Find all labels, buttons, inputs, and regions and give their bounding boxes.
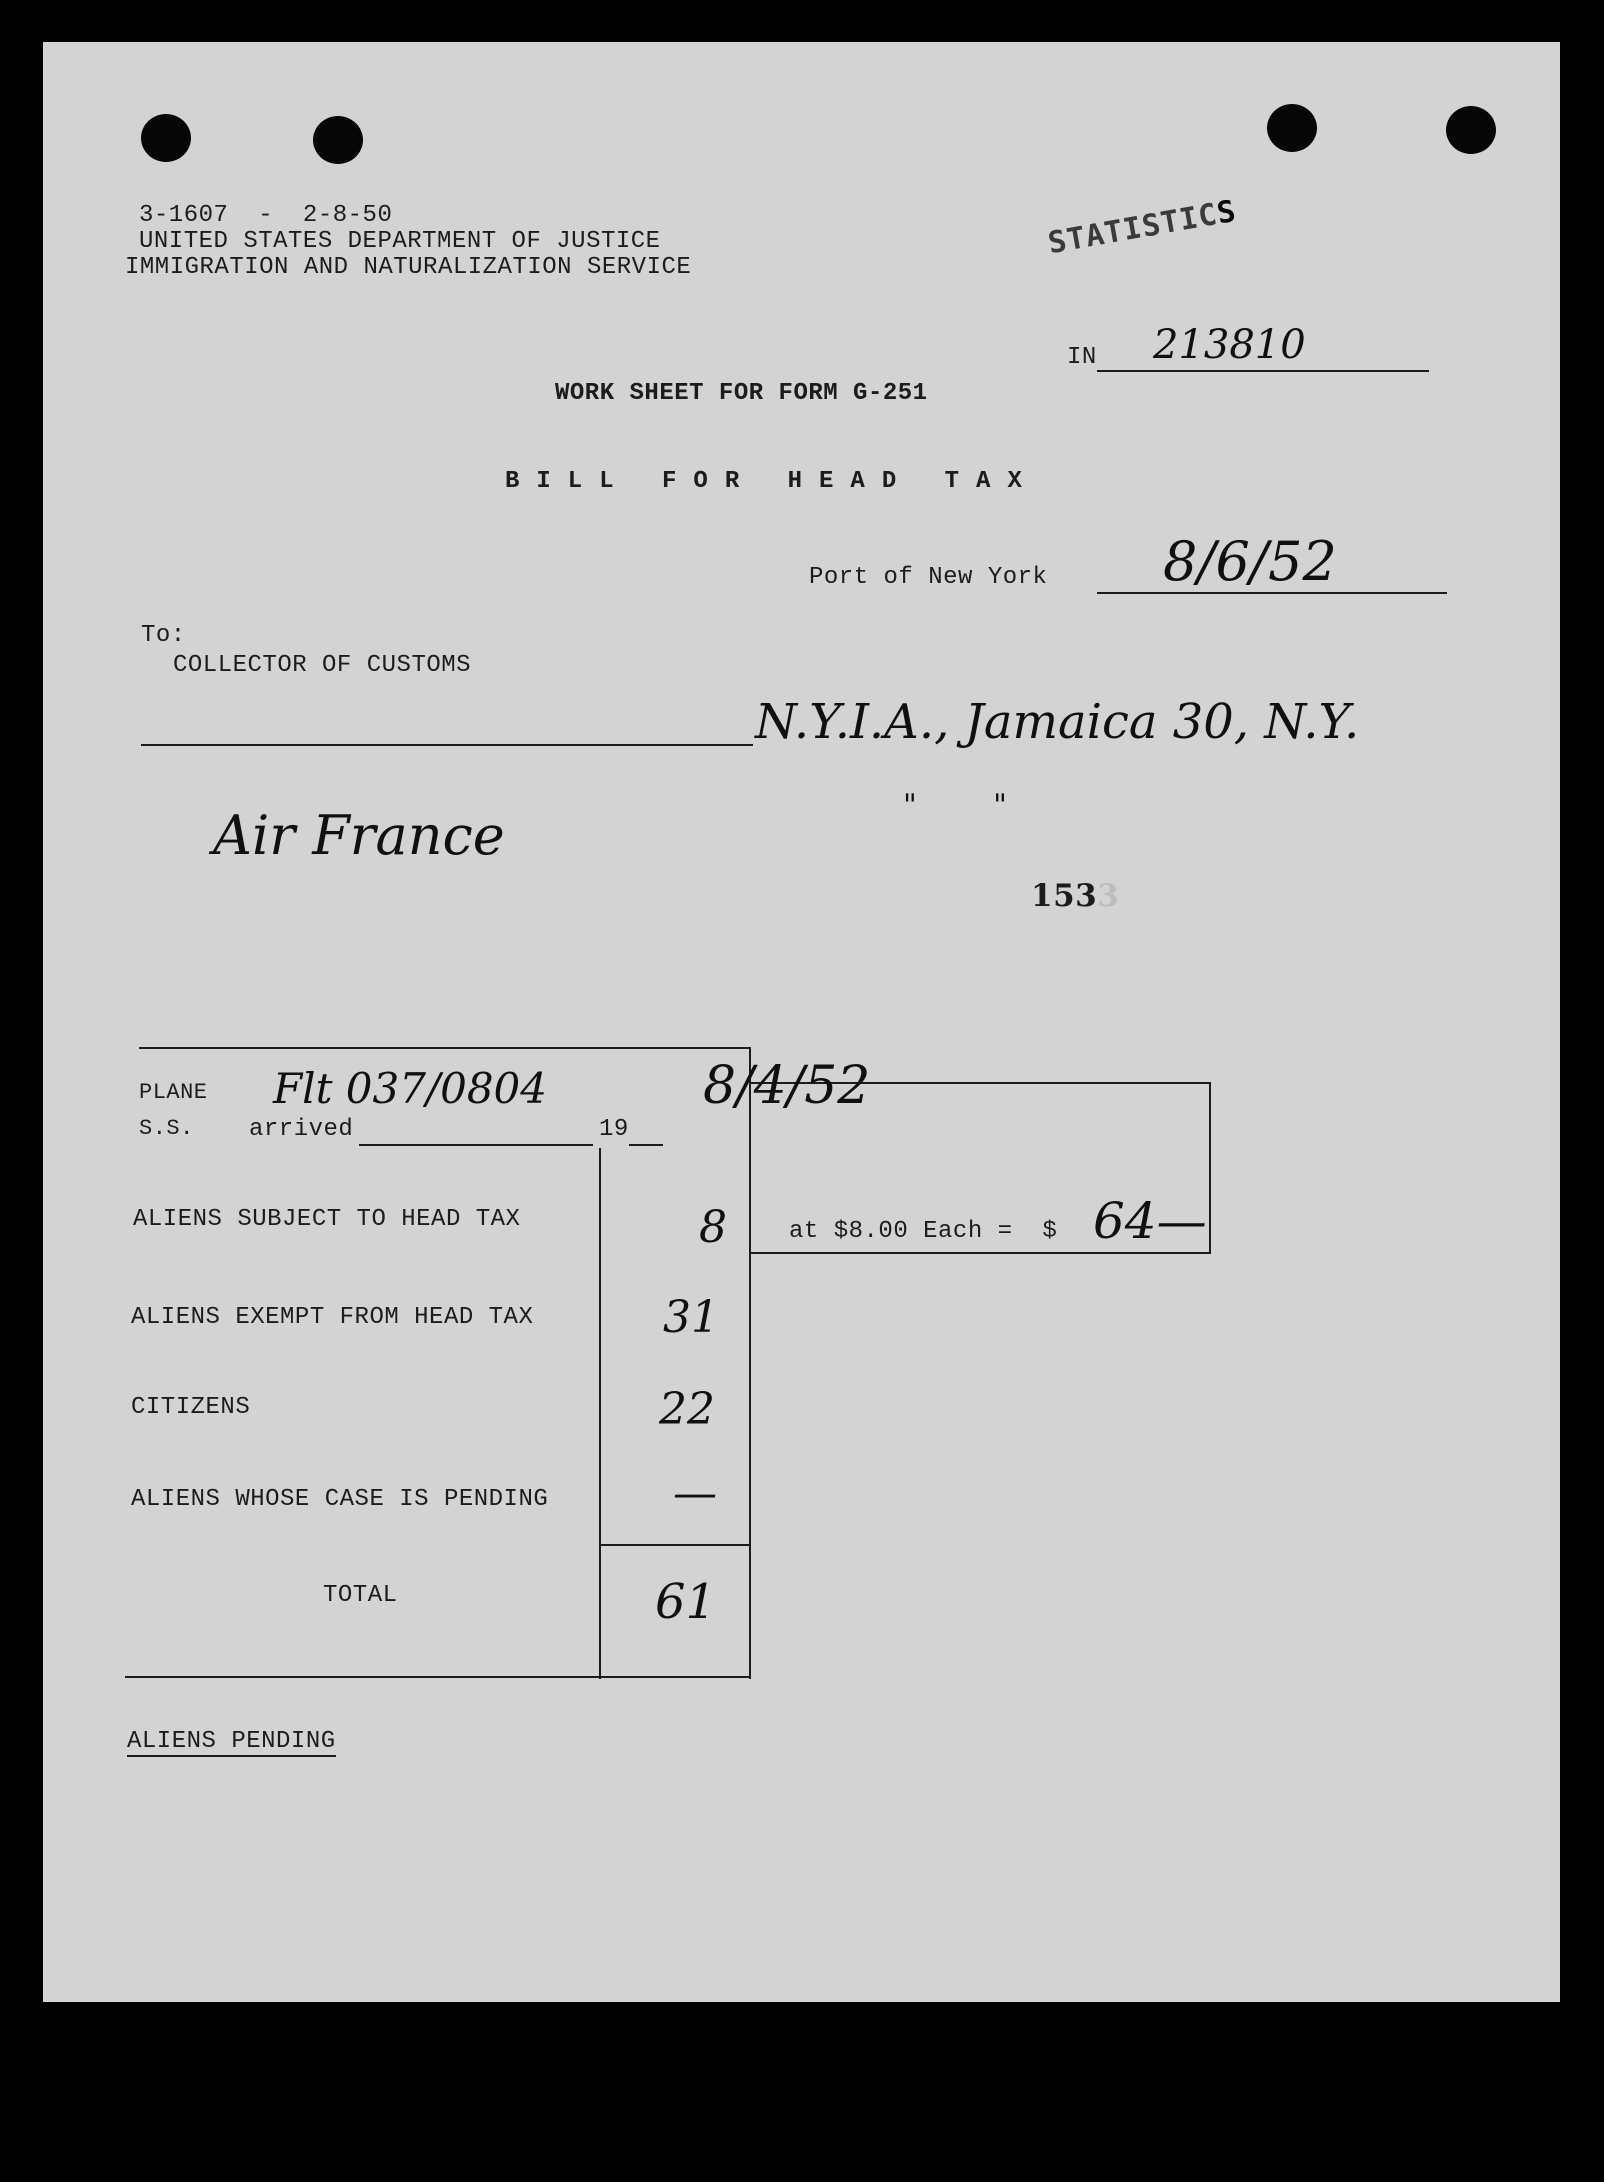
- row-label-subject: ALIENS SUBJECT TO HEAD TAX: [133, 1206, 521, 1233]
- ditto-marks: " ": [903, 788, 1007, 823]
- rate-box-right: [1209, 1082, 1211, 1254]
- total-rule: [599, 1544, 751, 1546]
- values-column-right: [749, 1047, 751, 1679]
- arrived-label: arrived: [249, 1116, 354, 1143]
- collector-location: N.Y.I.A., Jamaica 30, N.Y.: [755, 694, 1360, 750]
- row-value-citizens: 22: [659, 1384, 715, 1435]
- row-value-exempt: 31: [663, 1292, 719, 1343]
- carrier-code-faint: 3: [1097, 878, 1120, 914]
- to-label: To:: [141, 622, 186, 649]
- bill-title: BILL FOR HEAD TAX: [505, 468, 1039, 495]
- rate-box-bottom: [751, 1252, 1211, 1254]
- table-top-rule: [139, 1047, 751, 1049]
- carrier-code-main: 153: [1031, 878, 1098, 914]
- worksheet-title: WORK SHEET FOR FORM G-251: [555, 380, 928, 407]
- form-number: 3-1607 - 2-8-50: [139, 202, 393, 229]
- reference-label: IN: [1067, 344, 1097, 371]
- ss-label: S.S.: [139, 1116, 194, 1141]
- row-value-subject: 8: [699, 1202, 727, 1253]
- row-label-citizens: CITIZENS: [131, 1394, 251, 1421]
- reference-number: 213810: [1153, 322, 1306, 368]
- arrived-underline: [359, 1144, 593, 1146]
- collector-label: COLLECTOR OF CUSTOMS: [173, 652, 472, 679]
- tax-amount: 64—: [1093, 1192, 1207, 1250]
- carrier-name: Air France: [213, 804, 505, 867]
- punch-hole-1: [141, 114, 191, 162]
- row-value-pending: —: [673, 1468, 717, 1519]
- arrival-date: 8/4/52: [703, 1056, 871, 1116]
- punch-hole-4: [1446, 106, 1496, 154]
- aliens-pending-heading: ALIENS PENDING: [127, 1728, 336, 1755]
- port-label: Port of New York: [809, 564, 1048, 591]
- flight-number: Flt 037/0804: [273, 1064, 548, 1113]
- stamp-tail: S: [1214, 193, 1240, 232]
- total-label: TOTAL: [323, 1582, 398, 1609]
- total-value: 61: [655, 1574, 717, 1630]
- service-name: IMMIGRATION AND NATURALIZATION SERVICE: [125, 254, 692, 281]
- year-underline: [629, 1144, 663, 1146]
- carrier-code: [1031, 878, 1119, 914]
- port-date: 8/6/52: [1163, 530, 1337, 593]
- plane-label: PLANE: [139, 1080, 208, 1105]
- labels-column-right: [599, 1148, 601, 1679]
- row-label-exempt: ALIENS EXEMPT FROM HEAD TAX: [131, 1304, 534, 1331]
- year-prefix: 19: [599, 1116, 629, 1143]
- punch-hole-2: [313, 116, 363, 164]
- row-label-pending: ALIENS WHOSE CASE IS PENDING: [131, 1486, 549, 1513]
- rate-text: at $8.00 Each = $: [789, 1218, 1058, 1245]
- stamp-text: STATISTIC: [1045, 197, 1221, 262]
- table-bottom-rule: [125, 1676, 751, 1678]
- department-name: UNITED STATES DEPARTMENT OF JUSTICE: [139, 228, 661, 255]
- document-page: [43, 42, 1560, 2002]
- collector-underline: [141, 744, 753, 746]
- reference-underline: [1097, 370, 1429, 372]
- punch-hole-3: [1267, 104, 1317, 152]
- statistics-stamp: [1045, 194, 1239, 262]
